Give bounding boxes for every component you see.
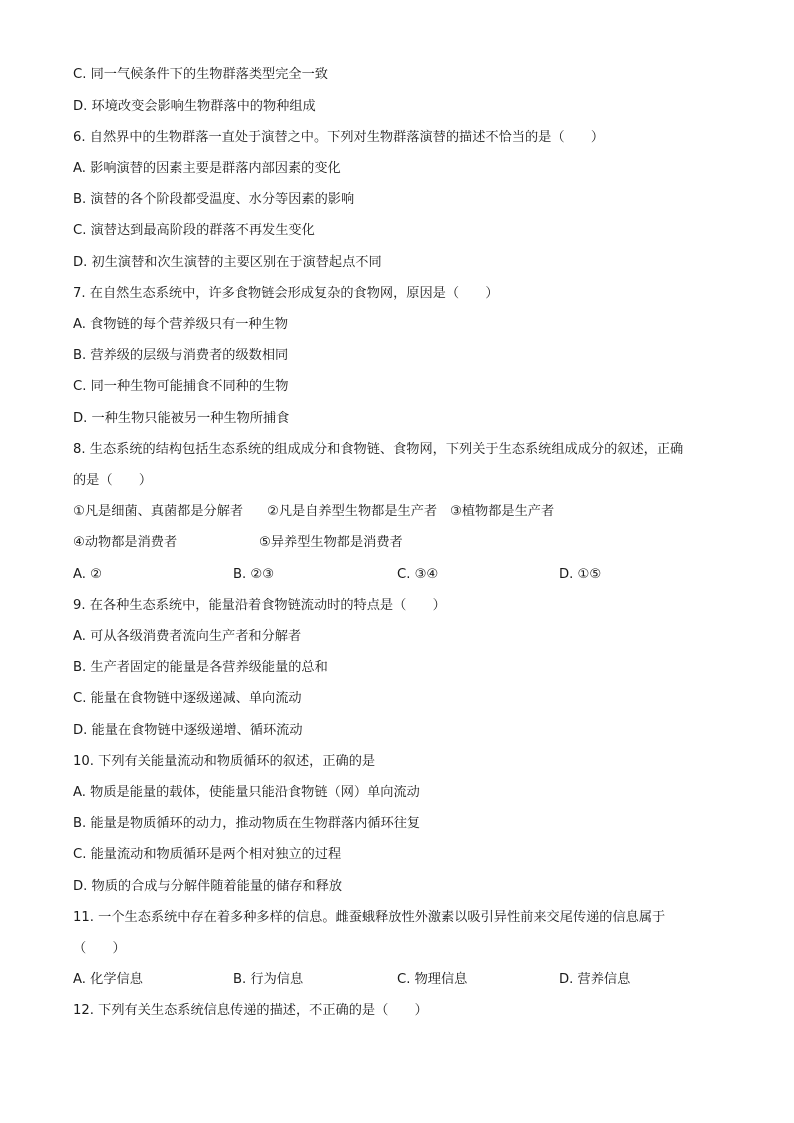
q10-option-c: C. 能量流动和物质循环是两个相对独立的过程 — [73, 847, 342, 862]
question-11: 11. 一个生态系统中存在着多种多样的信息。雌蚕蛾释放性外激素以吸引异性前来交尾传递的信息属于 — [73, 910, 666, 925]
q10-option-b: B. 能量是物质循环的动力，推动物质在生物群落内循环往复 — [73, 816, 421, 831]
q9-option-c: C. 能量在食物链中逐级递减、单向流动 — [73, 691, 302, 706]
q9-option-a: A. 可从各级消费者流向生产者和分解者 — [73, 629, 302, 644]
question-10: 10. 下列有关能量流动和物质循环的叙述，正确的是 — [73, 754, 376, 769]
q10-option-d: D. 物质的合成与分解伴随着能量的储存和释放 — [73, 879, 343, 894]
q5-option-d: D. 环境改变会影响生物群落中的物种组成 — [73, 99, 316, 114]
question-6: 6. 自然界中的生物群落一直处于演替之中。下列对生物群落演替的描述不恰当的是（ ） — [73, 130, 605, 145]
q6-option-b: B. 演替的各个阶段都受温度、水分等因素的影响 — [73, 192, 355, 207]
q6-option-c: C. 演替达到最高阶段的群落不再发生变化 — [73, 223, 315, 238]
q7-option-c: C. 同一种生物可能捕食不同种的生物 — [73, 379, 289, 394]
question-7: 7. 在自然生态系统中，许多食物链会形成复杂的食物网，原因是（ ） — [73, 286, 499, 301]
q8-statement-1: ①凡是细菌、真菌都是分解者 — [73, 504, 244, 519]
q9-option-b: B. 生产者固定的能量是各营养级能量的总和 — [73, 660, 328, 675]
q9-option-d: D. 能量在食物链中逐级递增、循环流动 — [73, 723, 303, 738]
q8-option-b: B. ②③ — [233, 567, 275, 582]
question-12: 12. 下列有关生态系统信息传递的描述，不正确的是（ ） — [73, 1003, 428, 1018]
q7-option-a: A. 食物链的每个营养级只有一种生物 — [73, 317, 288, 332]
q6-option-a: A. 影响演替的因素主要是群落内部因素的变化 — [73, 161, 341, 176]
q10-option-a: A. 物质是能量的载体，使能量只能沿食物链（网）单向流动 — [73, 785, 420, 800]
question-8-cont: 的是（ ） — [73, 473, 153, 488]
q8-options — [73, 566, 753, 584]
q8-statement-4: ④动物都是消费者 — [73, 535, 178, 550]
q7-option-d: D. 一种生物只能被另一种生物所捕食 — [73, 411, 290, 426]
q11-option-b: B. 行为信息 — [233, 972, 304, 987]
q8-option-d: D. ①⑤ — [559, 567, 602, 582]
q11-options — [73, 971, 753, 989]
question-8: 8. 生态系统的结构包括生态系统的组成成分和食物链、食物网，下列关于生态系统组成成分的叙述，正确 — [73, 442, 684, 457]
q5-option-c: C. 同一气候条件下的生物群落类型完全一致 — [73, 67, 328, 82]
q7-option-b: B. 营养级的层级与消费者的级数相同 — [73, 348, 289, 363]
q11-option-a: A. 化学信息 — [73, 972, 143, 987]
question-11-cont: （ ） — [73, 941, 126, 956]
q11-option-c: C. 物理信息 — [397, 972, 468, 987]
q6-option-d: D. 初生演替和次生演替的主要区别在于演替起点不同 — [73, 255, 382, 270]
q8-statements-row-1 — [73, 503, 554, 521]
q11-option-d: D. 营养信息 — [559, 972, 631, 987]
q8-statement-3: ③植物都是生产者 — [450, 504, 555, 519]
q8-statement-5: ⑤异养型生物都是消费者 — [259, 535, 403, 550]
q8-statement-2: ②凡是自养型生物都是生产者 — [267, 504, 438, 519]
q8-option-c: C. ③④ — [397, 567, 439, 582]
q8-statements-row-2 — [73, 534, 403, 552]
question-9: 9. 在各种生态系统中，能量沿着食物链流动时的特点是（ ） — [73, 598, 446, 613]
q8-option-a: A. ② — [73, 567, 102, 582]
